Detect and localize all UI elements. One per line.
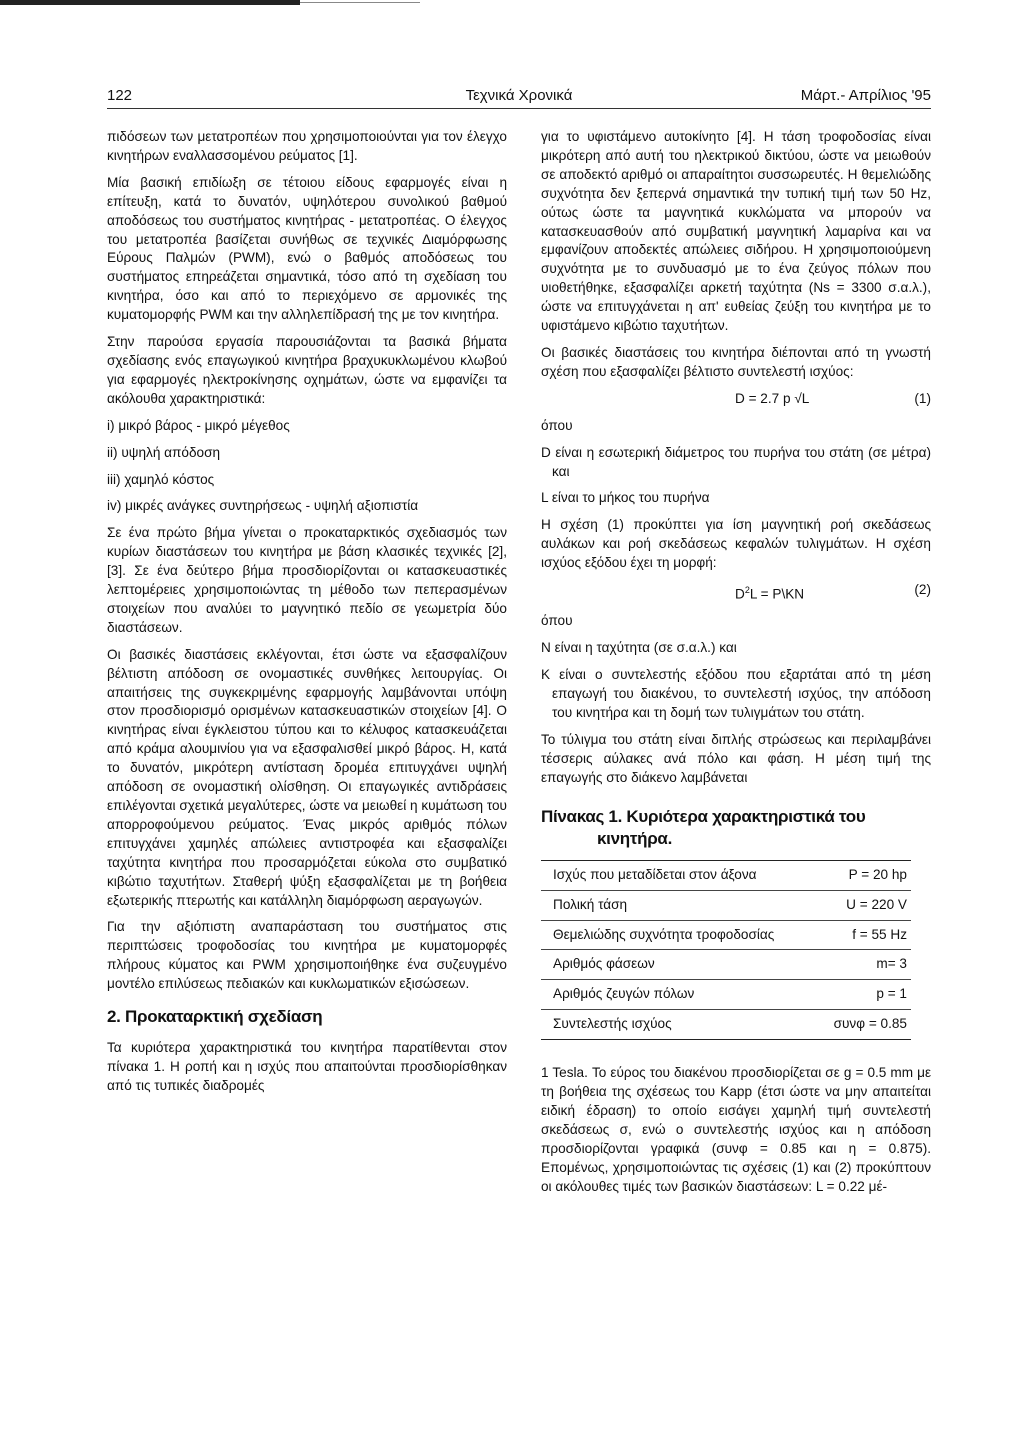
equation-expression: D = 2.7 p √L bbox=[735, 390, 810, 406]
top-edge-rule bbox=[0, 0, 300, 5]
where-label: όπου bbox=[541, 417, 573, 433]
table-cell-label: Αριθμός ζευγών πόλων bbox=[541, 980, 816, 1010]
journal-title: Τεχνικά Χρονικά bbox=[465, 87, 573, 104]
paragraph: 1 Tesla. Το εύρος του διακένου προσδιορίζεται σε g = 0.5 mm με τη βοήθεια της σχέσεως του Kapp (έτσι ώστε να μην απαιτείται ειδική έδραση) το οποίο εισάγει χαμηλή τιμή συντελεστή σκεδάσεως σ, ενώ ο συντελεστής ισχύος και η απόδοση προσδιορίζονται γραφικά (συνφ = 0.85 και η = 0.875). Επομένως, χρησιμοποιώντας τις σχέσεις (1) και (2) προκύπτουν οι ακόλουθες τιμές των βασικών διαστάσεων: L = 0.22 μέ- bbox=[541, 1065, 931, 1194]
running-header bbox=[107, 82, 931, 109]
paragraph: Η σχέση (1) προκύπτει για ίση μαγνητική ροή σκεδάσεως αυλάκων και ροή σκεδάσεως κεφαλών τυλιγμάτων. Η σχέση ισχύος εξόδου έχει τη μορφή: bbox=[541, 517, 931, 571]
paragraph: Τα κυριότερα χαρακτηριστικά του κινητήρα παρατίθενται στον πίνακα 1. Η ροπή και η ισχύς που απαιτούνται προσδιορίσθηκαν από τις τυπικές διαδρομές bbox=[107, 1039, 507, 1093]
equation-number: (1) bbox=[914, 390, 931, 406]
table-cell-label: Πολική τάση bbox=[541, 890, 816, 920]
table-row bbox=[541, 890, 911, 920]
table-cell-value: U = 220 V bbox=[816, 890, 911, 920]
table-cell-value: P = 20 hp bbox=[816, 860, 911, 890]
paragraph: Για την αξιόπιστη αναπαράσταση του συστήματος στις περιπτώσεις τροφοδοσίας του κινητήρα με κυματομορφές πλήρους κύματος και PWM χρησιμοποιήθηκε ένα συζευγμένο μοντέλο επιλύσεως πεδιακών και κυκλωματικών εξισώσεων. bbox=[107, 919, 507, 992]
equation-1 bbox=[541, 390, 931, 409]
paragraph: Οι βασικές διαστάσεις εκλέγονται, έτσι ώστε να εξασφαλίζουν βέλτιστη απόδοση σε ονομαστικές συνθήκες λειτουργίας. Οι απαιτήσεις της συγκεκριμένης εφαρμογής λαμβάνονται υπόψη στον προσδιορισμό ορισμένων κατασκευαστικών στοιχείων [4]. Ο κινητήρας είναι έγκλειστου τύπου και το κέλυφος κατασκευάζεται από κράμα αλουμινίου για να εξασφαλισθεί μικρό βάρος. Η, κατά το δυνατόν, μικρότερη αντίσταση δρομέα επιτυγχάνει υψηλή απόδοση σε ονομαστική ολίσθηση. Οι επαγωγικές αντιδράσεις επιλέγονται σχετικά μεγαλύτερες, ώστε να μειωθεί η κυμάτωση του απορροφούμενου ρεύματος. Ένας μικρός αριθμός πόλων επιτυγχάνει χαμηλές απώλειες αντιστροφέα και εξασφαλίζει ταχύτητα κινητήρα που προσαρμόζεται εύκολα στο συμβατικό κιβώτιο ταχυτήτων. Σταθερή ψύξη εξασφαλίζεται με τη βοήθεια εξωτερικής πτερωτής και κατάλληλη διαμόρφωση αεραγωγών. bbox=[107, 646, 507, 908]
definition-N: Ν είναι η ταχύτητα (σε σ.α.λ.) και bbox=[541, 640, 737, 656]
list-item: iv) μικρές ανάγκες συντηρήσεως - υψηλή αξιοπιστία bbox=[107, 498, 419, 514]
table-row bbox=[541, 920, 911, 950]
definition-K: Κ είναι ο συντελεστής εξόδου που εξαρτάται από τη μέση επαγωγή του διακένου, το συντελεστή ισχύος, την απόδοση του κινητήρα και τη δομή των τυλιγμάτων του στάτη. bbox=[541, 667, 931, 721]
left-column bbox=[107, 128, 507, 1104]
list-item: i) μικρό βάρος - μικρό μέγεθος bbox=[107, 417, 290, 433]
table-cell-value: m= 3 bbox=[816, 950, 911, 980]
table-row bbox=[541, 980, 911, 1010]
equation-number: (2) bbox=[914, 582, 931, 598]
list-item: iii) χαμηλό κόστος bbox=[107, 471, 215, 487]
list-item: ii) υψηλή απόδοση bbox=[107, 444, 221, 460]
definition-D: D είναι η εσωτερική διάμετρος του πυρήνα του στάτη (σε μέτρα) και bbox=[541, 444, 931, 479]
table-cell-value: συνφ = 0.85 bbox=[833, 1016, 907, 1032]
definition-L: L είναι το μήκος του πυρήνα bbox=[541, 490, 710, 506]
table-cell-value: p = 1 bbox=[816, 980, 911, 1010]
specs-table bbox=[541, 860, 911, 1040]
page-number: 122 bbox=[107, 87, 133, 104]
table-row bbox=[541, 1010, 911, 1040]
table-row bbox=[541, 950, 911, 980]
table-cell-value: f = 55 Hz bbox=[816, 920, 911, 950]
paragraph: για το υφιστάμενο αυτοκίνητο [4]. Η τάση τροφοδοσίας είναι μικρότερη από αυτή του ηλεκτρικού δικτύου, ώστε να μειωθούν σε αποδεκτό αριθμό οι απαραίτητοι συσσωρευτές. Η θεμελιώδης συχνότητα δεν ξεπερνά σημαντικά την τυπική τιμή των 50 Hz, ούτως ώστε τα μαγνητικά κυκλώματα να μπορούν να κατασκευασθούν από συμβατική μαγνητική λαμαρίνα και να εμφανίζουν αποδεκτές απώλειες σιδήρου. Η χρησιμοποιούμενη συχνότητα με το συνδυασμό με το ένα ζεύγος πόλων που υιοθετήθηκε, εξασφαλίζει αρκετή ταχύτητα (Ns = 3300 σ.α.λ.), ώστε να επιτυγχάνεται η απ' ευθείας ζεύξη του κινητήρα με το υφιστάμενο κιβώτιο ταχυτήτων. bbox=[541, 129, 931, 334]
table-caption: Πίνακας 1. Κυριότερα χαρακτηριστικά του κινητήρα. bbox=[541, 806, 866, 848]
table-cell-label: Θεμελιώδης συχνότητα τροφοδοσίας bbox=[541, 920, 816, 950]
table-cell-label: Συντελεστής ισχύος bbox=[553, 1016, 672, 1032]
table-row bbox=[541, 860, 911, 890]
section-heading: 2. Προκαταρκτική σχεδίαση bbox=[107, 1007, 323, 1027]
equation-2 bbox=[541, 581, 931, 604]
paragraph: Στην παρούσα εργασία παρουσιάζονται τα βασικά βήματα σχεδίασης ενός επαγωγικού κινητήρα βραχυκυκλωμένου κλωβού για εφαρμογές ηλεκτροκίνησης οχημάτων, ώστε να εμφανίζει τα ακόλουθα χαρακτηριστικά: bbox=[107, 334, 507, 406]
paragraph: Σε ένα πρώτο βήμα γίνεται ο προκαταρκτικός σχεδιασμός των κυρίων διαστάσεων του κινητήρα με βάση κλασικές τεχνικές [2], [3]. Σε ένα δεύτερο βήμα προσδιορίζονται οι κατασκευαστικές λεπτομέρειες χρησιμοποιώντας τη μέθοδο των πεπερασμένων στοιχείων που αναλύει το μαγνητικό πεδίο σε γεωμετρία δύο διαστάσεων. bbox=[107, 525, 507, 635]
table-cell-label: Ισχύς που μεταδίδεται στον άξονα bbox=[541, 860, 816, 890]
issue-date: Μάρτ.- Απρίλιος '95 bbox=[800, 87, 931, 104]
where-label: όπου bbox=[541, 613, 573, 629]
top-edge-rule-thin bbox=[300, 2, 420, 3]
equation-expression: $D^2L$ = P\KN bbox=[735, 585, 805, 602]
right-column bbox=[541, 128, 931, 1205]
paragraph: Το τύλιγμα του στάτη είναι διπλής στρώσεως και περιλαμβάνει τέσσερις αύλακες ανά πόλο και φάση. Η μέση τιμή της επαγωγής στο διάκενο λαμβάνεται bbox=[541, 732, 931, 785]
paragraph: Οι βασικές διαστάσεις του κινητήρα διέπονται από τη γνωστή σχέση που εξασφαλίζει βέλτιστο συντελεστή ισχύος: bbox=[541, 344, 931, 379]
paragraph: πιδόσεων των μετατροπέων που χρησιμοποιούνται για τον έλεγχο κινητήρων εναλλασσομένου ρεύματος [1]. bbox=[107, 129, 507, 163]
paragraph: Μία βασική επιδίωξη σε τέτοιου είδους εφαρμογές είναι η επίτευξη, κατά το δυνατόν, υψηλότερου συνολικού βαθμού αποδόσεως του συστήματος κινητήρας - μετατροπέας. Ο έλεγχος του μετατροπέα βασίζεται συνήθως σε τεχνικές Διαμόρφωσης Εύρους Παλμών (PWM), ενώ ο βαθμός αποδόσεως του συστήματος επηρεάζεται σημαντικά, τόσο από τη σχεδίαση του κινητήρα, όσο και από το περιεχόμενο σε αρμονικές της κυματομορφής PWM και την αλληλεπίδρασή της με τον κινητήρα. bbox=[107, 174, 507, 323]
table-cell-label: Αριθμός φάσεων bbox=[541, 950, 816, 980]
